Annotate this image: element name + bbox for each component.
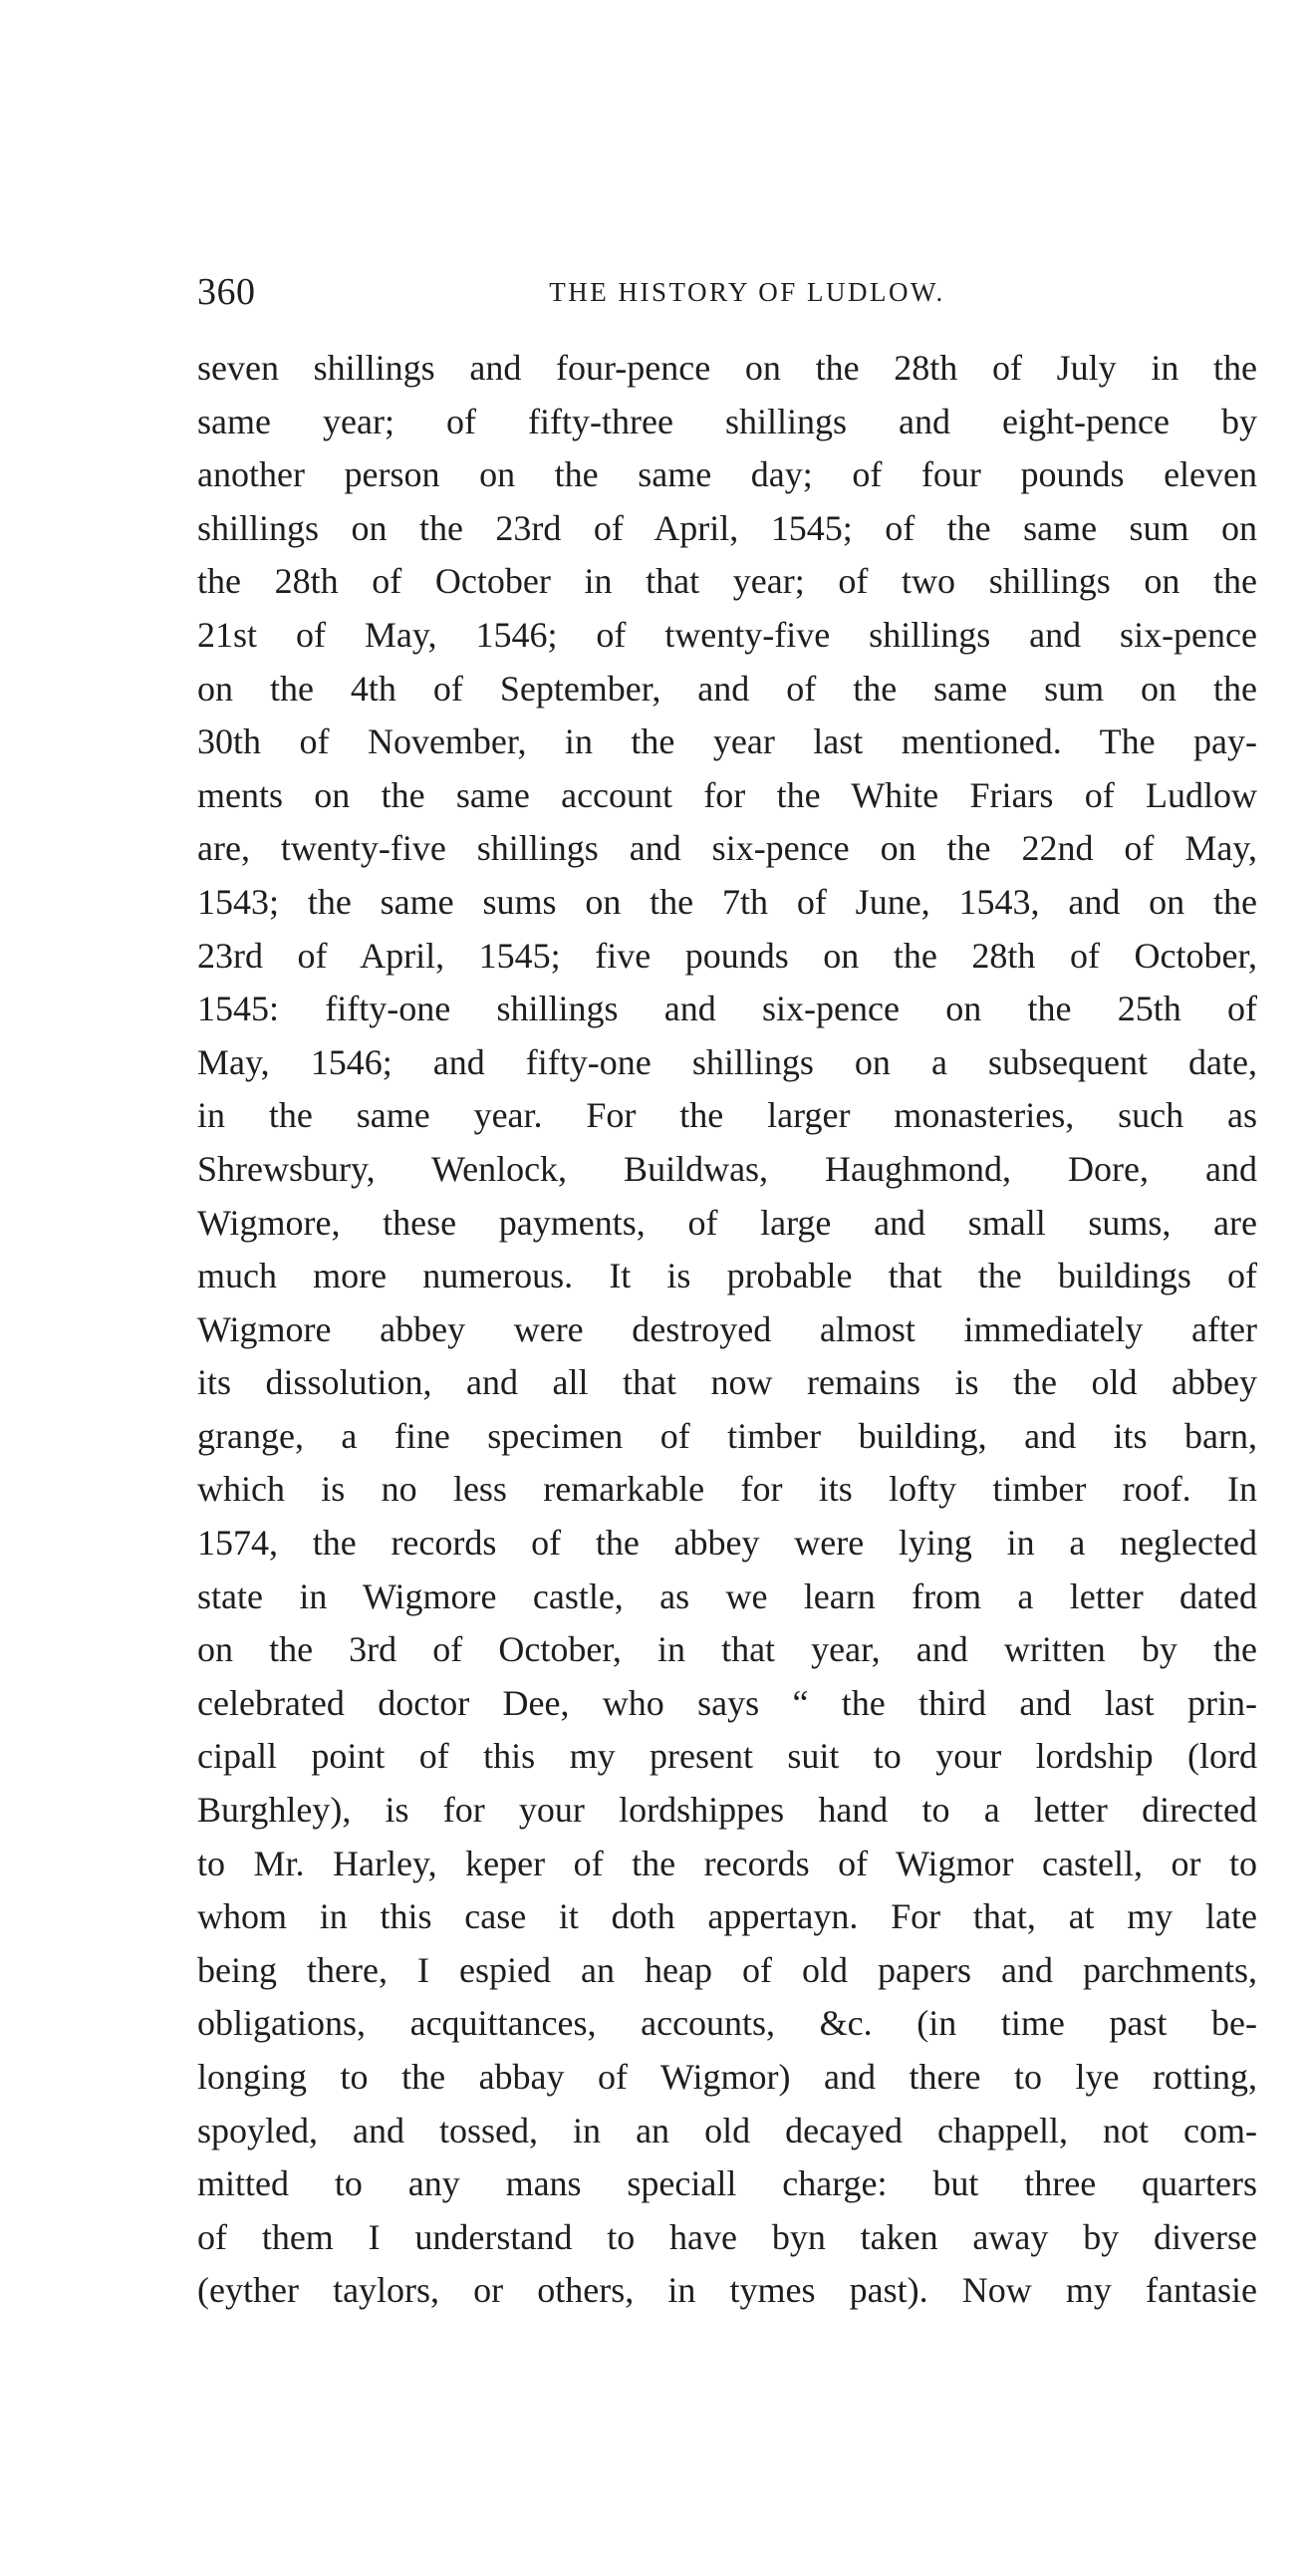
text-line: 1545: fifty-one shillings and six-pence on the 25th of (197, 989, 1257, 1029)
text-line: much more numerous. It is probable that the buildings of (197, 1256, 1257, 1296)
text-line: on the 3rd of October, in that year, and written by the (197, 1629, 1257, 1670)
text-line: longing to the abbay of Wigmor) and there to lye rotting, (197, 2057, 1257, 2097)
text-line: seven shillings and four-pence on the 28th of July in the (197, 348, 1257, 388)
text-line: to Mr. Harley, keper of the records of Wigmor castell, or to (197, 1843, 1257, 1883)
text-line: 30th of November, in the year last mentioned. The pay- (197, 721, 1257, 762)
text-line: same year; of fifty-three shillings and eight-pence by (197, 401, 1257, 441)
text-line: Shrewsbury, Wenlock, Buildwas, Haughmond, Dore, and (197, 1148, 1257, 1189)
text-line: which is no less remarkable for its lofty timber roof. In (197, 1469, 1257, 1510)
text-line: 1543; the same sums on the 7th of June, 1543, and on the (197, 881, 1257, 922)
text-line: of them I understand to have byn taken away by diverse (197, 2216, 1257, 2257)
text-line: obligations, acquittances, accounts, &c. (in time past be- (197, 2003, 1257, 2044)
running-title: THE HISTORY OF LUDLOW. (549, 277, 945, 307)
text-line: (eyther taylors, or others, in tymes past). Now my fantasie (197, 2270, 1257, 2311)
text-line: on the 4th of September, and of the same sum on the (197, 668, 1257, 709)
text-line: shillings on the 23rd of April, 1545; of the same sum on (197, 507, 1257, 548)
text-line: 21st of May, 1546; of twenty-five shillings and six-pence (197, 614, 1257, 655)
text-line: May, 1546; and fifty-one shillings on a subsequent date, (197, 1041, 1257, 1082)
text-line: Burghley), is for your lordshippes hand to a letter directed (197, 1790, 1257, 1831)
text-line: in the same year. For the larger monasteries, such as (197, 1095, 1257, 1136)
body-text (197, 342, 1257, 2318)
text-line: mitted to any mans speciall charge: but three quarters (197, 2163, 1257, 2204)
text-line: state in Wigmore castle, as we learn from a letter dated (197, 1575, 1257, 1616)
text-line: whom in this case it doth appertayn. For that, at my late (197, 1896, 1257, 1937)
text-line: the 28th of October in that year; of two shillings on the (197, 561, 1257, 602)
text-line: cipall point of this my present suit to your lordship (lord (197, 1736, 1257, 1777)
text-line: 23rd of April, 1545; five pounds on the 28th of October, (197, 935, 1257, 976)
text-line: Wigmore, these payments, of large and small sums, are (197, 1202, 1257, 1243)
text-line: are, twenty-five shillings and six-pence on the 22nd of May, (197, 828, 1257, 869)
page-number: 360 (197, 271, 256, 313)
text-line: another person on the same day; of four pounds eleven (197, 454, 1257, 495)
page-header (197, 267, 1257, 317)
text-line: 1574, the records of the abbey were lying in a neglected (197, 1523, 1257, 1564)
text-line: grange, a fine specimen of timber building, and its barn, (197, 1415, 1257, 1456)
text-line: spoyled, and tossed, in an old decayed chappell, not com- (197, 2110, 1257, 2150)
text-line: being there, I espied an heap of old papers and parchments, (197, 1949, 1257, 1990)
text-line: celebrated doctor Dee, who says “ the third and last prin- (197, 1682, 1257, 1723)
text-line: Wigmore abbey were destroyed almost immediately after (197, 1308, 1257, 1349)
text-line: ments on the same account for the White Friars of Ludlow (197, 774, 1257, 815)
text-line: its dissolution, and all that now remains is the old abbey (197, 1362, 1257, 1403)
